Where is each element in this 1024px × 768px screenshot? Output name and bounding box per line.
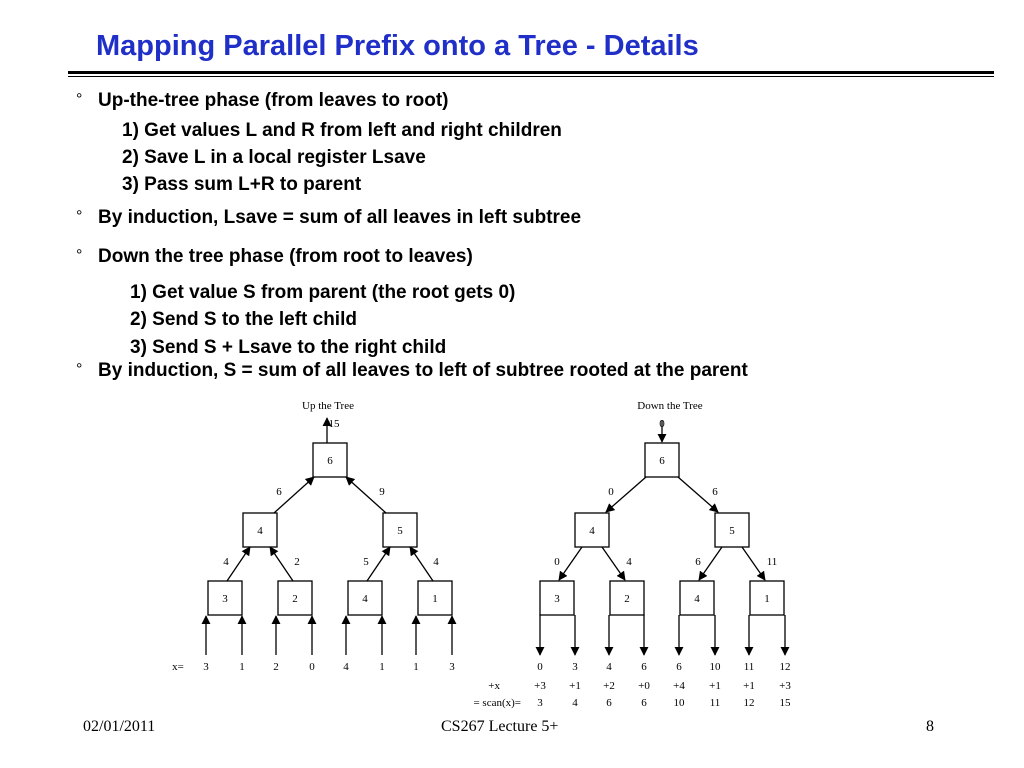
- down-step-1: 1) Get value S from parent (the root gets 0): [130, 282, 516, 303]
- up-leaf-x-value: 0: [309, 661, 315, 673]
- down-edge-level2: [559, 547, 582, 580]
- up-edge-label-level2: 4: [433, 556, 439, 568]
- down-plus-x-value: +1: [743, 680, 755, 692]
- down-scan-value: 4: [572, 697, 578, 709]
- down-node-level1-value: 5: [729, 525, 735, 537]
- down-root-input-value: 0: [659, 418, 665, 430]
- up-leaf-x-value: 1: [239, 661, 245, 673]
- bullet-text: Down the tree phase (from root to leaves): [98, 246, 473, 267]
- down-leaf-value: 4: [606, 661, 612, 673]
- up-node-level2-value: 1: [432, 593, 438, 605]
- down-edge-label-level2: 6: [695, 556, 701, 568]
- up-x-label: x=: [172, 661, 184, 673]
- up-edge-label-level2: 4: [223, 556, 229, 568]
- down-node-root-value: 6: [659, 455, 665, 467]
- up-node-level1-value: 4: [257, 525, 263, 537]
- up-leaf-x-value: 3: [203, 661, 209, 673]
- up-leaf-x-value: 4: [343, 661, 349, 673]
- up-tree-title: Up the Tree: [302, 400, 354, 412]
- footer-date: 02/01/2011: [83, 718, 156, 735]
- bullet-text: By induction, Lsave = sum of all leaves in left subtree: [98, 207, 582, 228]
- up-leaf-x-value: 2: [273, 661, 279, 673]
- down-node-level1-value: 4: [589, 525, 595, 537]
- down-step-2: 2) Send S to the left child: [130, 309, 357, 330]
- down-plus-x-value: +0: [638, 680, 650, 692]
- down-edge-label-level1: 6: [712, 486, 718, 498]
- down-step-3: 3) Send S + Lsave to the right child: [130, 337, 447, 358]
- up-step-2: 2) Save L in a local register Lsave: [122, 147, 426, 168]
- footer-page-number: 8: [926, 718, 934, 735]
- up-edge-level2: [227, 547, 250, 581]
- down-plus-x-value: +4: [673, 680, 685, 692]
- down-node-level2-value: 3: [554, 593, 560, 605]
- down-node-level2-value: 2: [624, 593, 630, 605]
- down-scan-label: = scan(x)=: [473, 697, 521, 709]
- up-edge-level2: [367, 547, 390, 581]
- down-leaf-value: 0: [537, 661, 543, 673]
- up-node-root-value: 6: [327, 455, 333, 467]
- up-edge-level2: [410, 547, 433, 581]
- up-node-level2-value: 4: [362, 593, 368, 605]
- bullet-marker: °: [76, 91, 83, 108]
- bullet-text: By induction, S = sum of all leaves to left of subtree rooted at the parent: [98, 360, 748, 381]
- slide-title: Mapping Parallel Prefix onto a Tree - Details: [96, 30, 699, 62]
- up-node-level1-value: 5: [397, 525, 403, 537]
- bullet-marker: °: [76, 208, 83, 225]
- down-leaf-value: 10: [709, 661, 721, 673]
- up-leaf-x-value: 3: [449, 661, 455, 673]
- down-node-level2-value: 4: [694, 593, 700, 605]
- down-leaf-value: 3: [572, 661, 578, 673]
- up-edge-label-level1: 6: [276, 486, 282, 498]
- down-scan-value: 6: [606, 697, 612, 709]
- down-scan-value: 12: [743, 697, 755, 709]
- up-leaf-x-value: 1: [379, 661, 385, 673]
- up-root-output-value: 15: [328, 418, 340, 430]
- down-scan-value: 11: [709, 697, 721, 709]
- up-edge-label-level2: 2: [294, 556, 300, 568]
- down-edge-level2: [699, 547, 722, 580]
- up-edge-level2: [270, 547, 293, 581]
- down-plus-x-value: +2: [603, 680, 615, 692]
- down-scan-value: 6: [641, 697, 647, 709]
- down-plus-x-label: +x: [488, 680, 500, 692]
- up-edge-label-level1: 9: [379, 486, 385, 498]
- down-plus-x-value: +3: [779, 680, 791, 692]
- down-leaf-value: 11: [743, 661, 755, 673]
- bullet-marker: °: [76, 361, 83, 378]
- up-leaf-x-value: 1: [413, 661, 419, 673]
- down-edge-label-level2: 0: [554, 556, 560, 568]
- down-plus-x-value: +1: [569, 680, 581, 692]
- down-edge-level2: [602, 547, 625, 580]
- down-tree-title: Down the Tree: [637, 400, 703, 412]
- bullet-text: Up-the-tree phase (from leaves to root): [98, 90, 449, 111]
- down-leaf-value: 6: [641, 661, 647, 673]
- down-scan-value: 10: [673, 697, 685, 709]
- down-scan-value: 15: [779, 697, 791, 709]
- down-edge-level2: [742, 547, 765, 580]
- down-node-level2-value: 1: [764, 593, 770, 605]
- down-leaf-value: 6: [676, 661, 682, 673]
- up-edge-label-level2: 5: [363, 556, 369, 568]
- up-step-3: 3) Pass sum L+R to parent: [122, 174, 362, 195]
- down-plus-x-value: +1: [709, 680, 721, 692]
- down-scan-value: 3: [537, 697, 543, 709]
- up-node-level2-value: 2: [292, 593, 298, 605]
- up-node-level2-value: 3: [222, 593, 228, 605]
- down-plus-x-value: +3: [534, 680, 546, 692]
- bullet-marker: °: [76, 247, 83, 264]
- down-leaf-value: 12: [779, 661, 791, 673]
- footer-course: CS267 Lecture 5+: [441, 718, 559, 735]
- down-edge-label-level2: 4: [626, 556, 632, 568]
- up-step-1: 1) Get values L and R from left and right children: [122, 120, 562, 141]
- down-edge-label-level2: 11: [766, 556, 778, 568]
- down-edge-label-level1: 0: [608, 486, 614, 498]
